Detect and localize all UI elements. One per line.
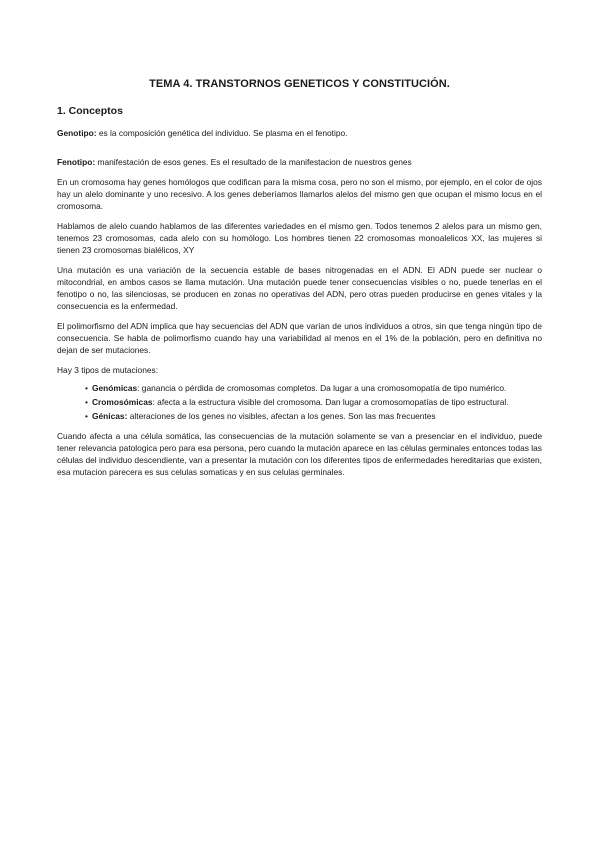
definition-text: es la composición genética del individuo. Se plasma en el fenotipo. [96,128,348,138]
list-item-genomicas [86,382,542,394]
list-item-term: Genómicas [92,383,138,393]
bullet-marker: • [85,411,88,421]
paragraph-alelos: Hablamos de alelo cuando hablamos de las diferentes variedades en el mismo gen. Todos tenemos 2 alelos para un mismo gen, tenemos 23 cromosomas, cada alelo con su homólogo. Los hombres tienen 22 cromosomas monoalelicos XX, las mujeres si tienen 23 cromosomas bialélicos, XY [57,221,542,255]
bullet-marker: • [85,383,88,393]
definition-text: manifestación de esos genes. Es el resultado de la manifestacion de nuestros genes [95,157,412,167]
paragraph-tipos-intro: Hay 3 tipos de mutaciones: [57,365,159,375]
list-item-genicas [86,410,542,422]
mutation-types-list [57,382,542,422]
list-item-term: Cromosómicas [92,397,153,407]
list-item-term: Génicas: [92,411,128,421]
list-item-text: : afecta a la estructura visible del cromosoma. Dan lugar a cromosomopatías de tipo estructural. [152,397,509,407]
list-item-cromosomicas [86,396,542,408]
bullet-marker: • [85,397,88,407]
document-title: TEMA 4. TRANSTORNOS GENETICOS Y CONSTITUCIÓN. [149,78,450,90]
paragraph-celula-somatica: Cuando afecta a una célula somática, las consecuencias de la mutación solamente se van a presenciar en el individuo, puede tener relevancia patologica pero para esa persona, pero cuando la mutación aparece en las células germinales entonces todas las células del individuo descendiente, van a presentar la mutación con los diferentes tipos de enfermedades hereditarias que existen, esa mutacion parecera es sus celulas somaticas y en sus celulas germinales. [57,431,542,477]
definition-term: Genotipo: [57,128,97,138]
definition-fenotipo [57,156,542,168]
paragraph-mutacion: Una mutación es una variación de la secuencia estable de bases nitrogenadas en el ADN. El ADN puede ser nuclear o mitocondrial, en ambos casos se llama mutación. Una mutación puede tener consecuencias visibles o no, puede tenerlas en el fenotipo o no, las silenciosas, se producen en zonas no operativas del ADN, pero otras pueden producirse en genes vitales y la consecuencia es la enfermedad. [57,265,542,311]
paragraph-polimorfismo: El polimorfismo del ADN implica que hay secuencias del ADN que varían de unos individuos a otros, sin que tenga ningún tipo de consecuencia. Se habla de polimorfismo cuando hay una variabilidad al menos en el 1% de la población, pero en definitiva no dejan de ser mutaciones. [57,321,542,355]
definition-genotipo [57,127,542,139]
list-item-text: : ganancia o pérdida de cromosomas completos. Da lugar a una cromosomopatía de tipo numérico. [137,383,507,393]
section-heading: 1. Conceptos [57,105,123,117]
list-item-text: alteraciones de los genes no visibles, afectan a los genes. Son las mas frecuentes [127,411,436,421]
paragraph-genes-homologos: En un cromosoma hay genes homólogos que codifican para la misma cosa, pero no son el mismo, por ejemplo, en el color de ojos hay un alelo dominante y uno recesivo. A los genes deberíamos llamarlos alelos del mismo gen que ocupan el mismo locus en el cromosoma. [57,177,542,211]
definition-term: Fenotipo: [57,157,96,167]
